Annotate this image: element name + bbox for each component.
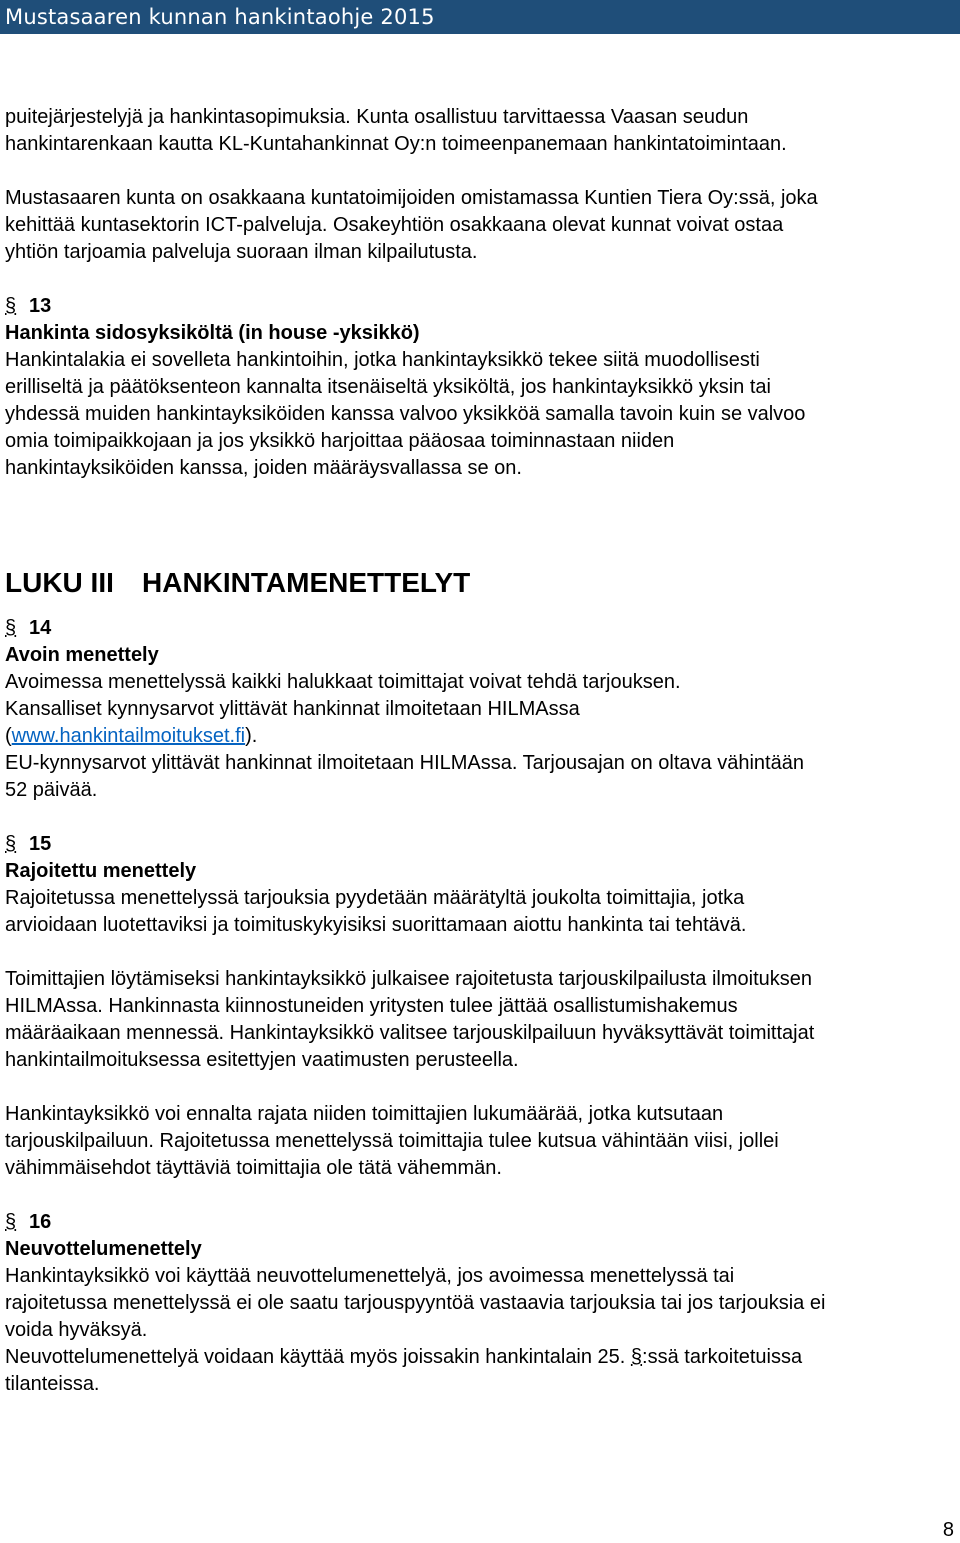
section-16-heading: § 16: [5, 1209, 955, 1236]
section-sign: §: [5, 833, 17, 855]
section-15-heading: § 15: [5, 831, 955, 858]
section-15: [5, 831, 955, 1182]
intro-paragraph-2: Mustasaaren kunta on osakkaana kuntatoimijoiden omistamassa Kuntien Tiera Oy:ssä, joka kehittää kuntasektorin ICT-palveluja. Osakeyhtiön osakkaana olevat kunnat voivat ostaa yhtiön tarjoamia palveluja suoraan ilman kilpailutusta.: [5, 187, 818, 263]
section-14-title: Avoin menettely: [5, 644, 159, 666]
section-13-title: Hankinta sidosyksiköltä (in house -yksikkö): [5, 322, 420, 344]
intro-paragraph-1: puitejärjestelyjä ja hankintasopimuksia. Kunta osallistuu tarvittaessa Vaasan seudun hankintarenkaan kautta KL-Kuntahankinnat Oy:n toimeenpanemaan hankintatoimintaan.: [5, 106, 787, 155]
section-16-text: Hankintayksikkö voi käyttää neuvottelumenettelyä, jos avoimessa menettelyssä tai rajoitetussa menettelyssä ei ole saatu tarjouspyyntöä vastaavia tarjouksia tai jos tarjouksia ei voida hyväksyä. Neuvottelumenettelyä voidaan käyttää myös joissakin hankintalain 25. §:ssä tarkoitetuissa tilanteissa.: [5, 1265, 826, 1395]
section-15-paragraph-2: Toimittajien löytämiseksi hankintayksikkö julkaisee rajoitetusta tarjouskilpailusta ilmoituksen HILMAssa. Hankinnasta kiinnostuneiden yritysten tulee jättää osallistumishakemus määräaikaan mennessä. Hankintayksikkö valitsee tarjouskilpailuun hyväksyttävät toimittajat hankintailmoituksessa esitettyjen vaatimusten perusteella.: [5, 968, 815, 1071]
hilma-link[interactable]: www.hankintailmoitukset.fi: [11, 725, 246, 747]
section-15-paragraph-1: Rajoitetussa menettelyssä tarjouksia pyydetään määrätyltä joukolta toimittajia, jotka arvioidaan luotettaviksi ja toimituskykyisiksi suorittamaan aiottu hankinta tai tehtävä.: [5, 887, 747, 936]
section-sign: §: [5, 617, 17, 639]
section-sign: §: [5, 295, 17, 317]
section-16: [5, 1209, 955, 1398]
section-14: [5, 615, 955, 804]
section-14-text: Avoimessa menettelyssä kaikki halukkaat toimittajat voivat tehdä tarjouksen. Kansalliset kynnysarvot ylittävät hankinnat ilmoitetaan HILMAssa (www.hankintailmoitukset.fi). EU-kynnysarvot ylittävät hankinnat ilmoitetaan HILMAssa. Tarjousajan on oltava vähintään 52 päivää.: [5, 671, 804, 801]
chapter-title: HANKINTAMENETTELYT: [142, 567, 471, 598]
section-15-paragraph-3: Hankintayksikkö voi ennalta rajata niiden toimittajien lukumäärää, jotka kutsutaan tarjouskilpailuun. Rajoitetussa menettelyssä toimittajia tulee kutsua vähintään viisi, jollei vähimmäisehdot täyttäviä toimittajia ole tätä vähemmän.: [5, 1103, 779, 1179]
chapter-number: LUKU III: [5, 567, 114, 598]
section-13-text: Hankintalakia ei sovelleta hankintoihin, jotka hankintayksikkö tekee siitä muodollisesti erilliseltä ja päätöksenteon kannalta itsenäiseltä yksiköltä, jos hankintayksikkö yksin tai yhdessä muiden hankintayksiköiden kanssa valvoo yksikköä samalla tavoin kuin se valvoo omia toimipaikkojaan ja jos yksikkö harjoittaa pääosaa toiminnastaan niiden hankintayksiköiden kanssa, joiden määräysvallassa se on.: [5, 349, 806, 479]
header-bar: [0, 0, 960, 34]
section-sign-inline: §: [630, 1346, 643, 1368]
section-16-title: Neuvottelumenettely: [5, 1238, 202, 1260]
page-number: 8: [942, 1519, 954, 1541]
document-title: Mustasaaren kunnan hankintaohje 2015: [5, 5, 435, 29]
section-13: [5, 293, 955, 482]
section-14-heading: § 14: [5, 615, 955, 642]
section-13-heading: § 13: [5, 293, 955, 320]
document-body: [5, 104, 955, 1398]
chapter-heading: [5, 563, 955, 603]
section-sign: §: [5, 1211, 17, 1233]
section-15-title: Rajoitettu menettely: [5, 860, 197, 882]
